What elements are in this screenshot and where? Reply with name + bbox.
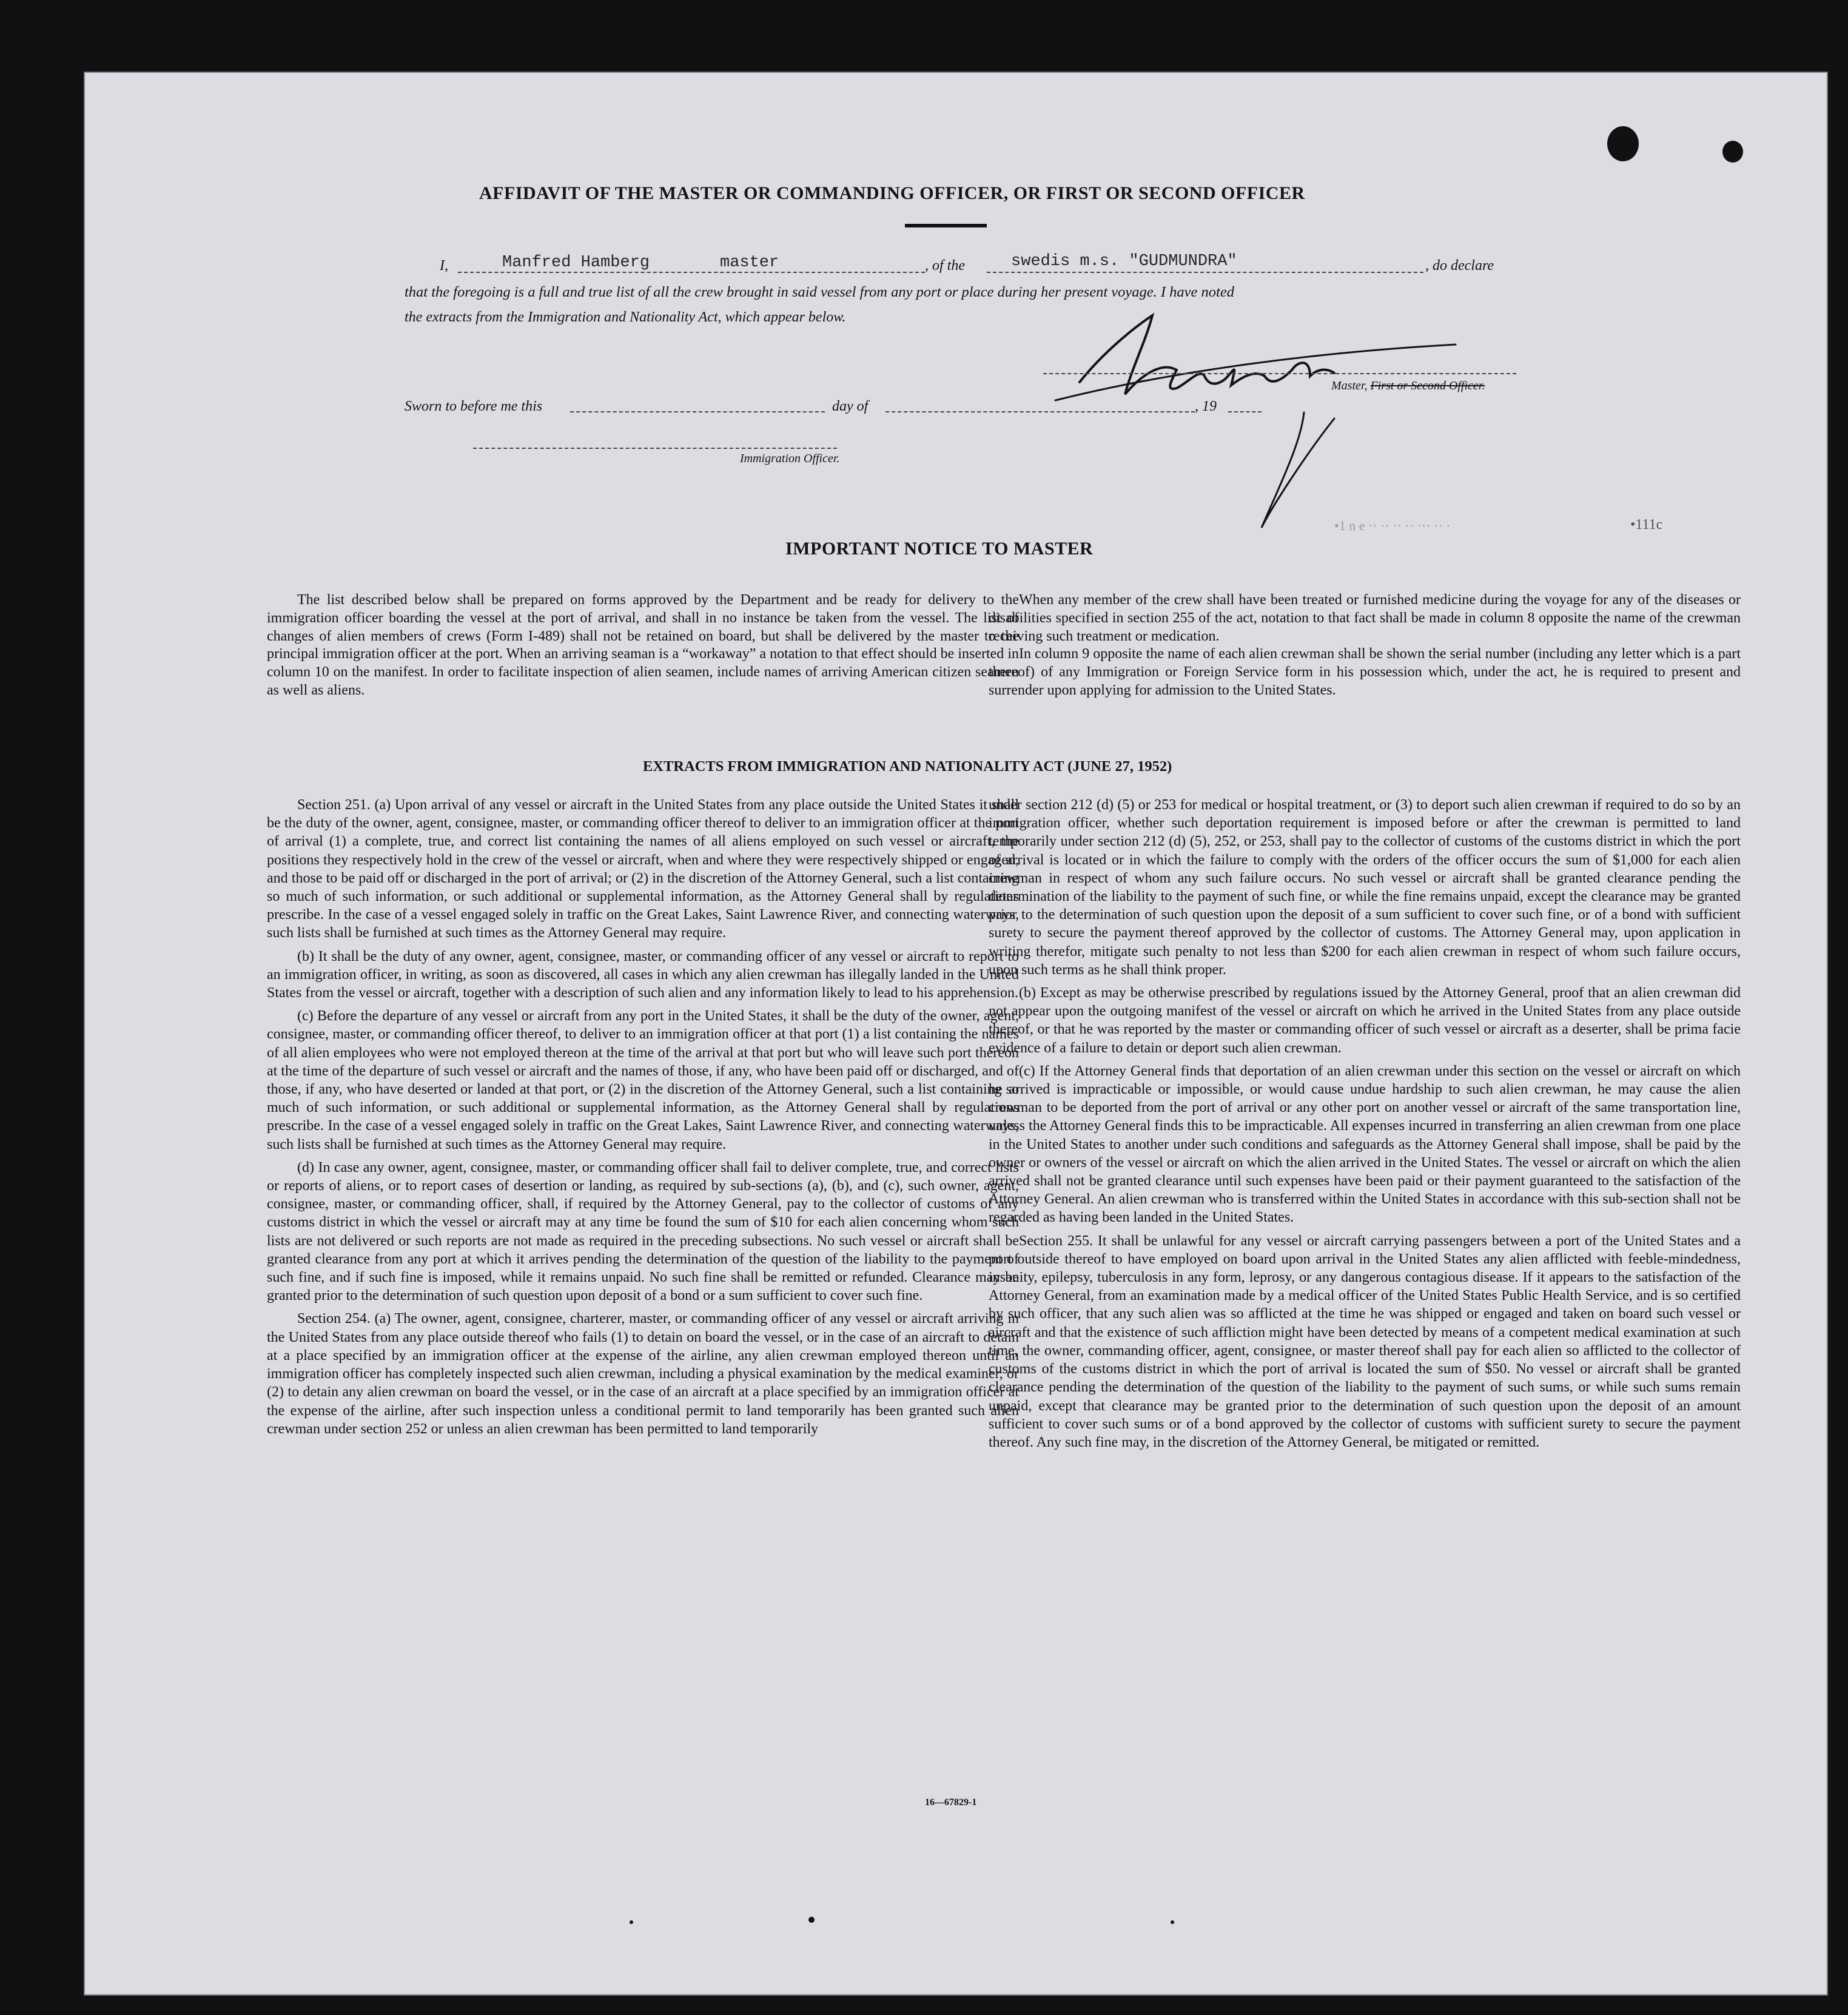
signature-line [1043, 373, 1516, 374]
sworn-month-line [885, 411, 1195, 412]
section-251-b: (b) It shall be the duty of any owner, agent, consignee, master, or commanding officer of any vessel or aircraft to report to an immigration officer, in writing, as soon as discovered, all cases in which any alien crewman has illegally landed in the United States from the vessel or aircraft, together with a description of such alien and any information likely to lead to his apprehension. [267, 948, 1019, 1001]
section-255: Section 255. It shall be unlawful for any vessel or aircraft carrying passengers between a port of the United States and a port outside thereof to have employed on board upon arrival in the United States any alien afflicted with feeble-mindedness, insanity, epilepsy, tuberculosis in any form, leprosy, or any dangerous contagious disease. If it appears to the satisfaction of the Attorney General, from an examination made by a medical officer of the United States Public Health Service, and is so certified by such officer, that any such alien was so afflicted at the time he was shipped or engaged and taken on board such vessel or aircraft and that the existence of such affliction might have been detected by means of a competent medical examination at such time, the owner, commanding officer, agent, consignee, or master thereof shall pay for each alien so afflicted to the collector of customs of the customs district in which the port of arrival is located the sum of $50. No vessel or aircraft shall be granted clearance pending the determination of the question of the liability to the payment of such sums, or while such sums remain unpaid, except that clearance may be granted prior to the determination of such question upon the deposit of an amount sufficient to cover such sums or of a bond approved by the collector of customs with sufficient surety to secure the payment thereof. Any such fine may, in the discretion of the Attorney General, be mitigated or remitted. [989, 1233, 1741, 1450]
extracts-title: EXTRACTS FROM IMMIGRATION AND NATIONALITY ACT (JUNE 27, 1952) [643, 758, 1172, 775]
officer-line [473, 448, 837, 449]
extracts-left-column [267, 796, 1019, 1438]
affidavit-title: AFFIDAVIT OF THE MASTER OR COMMANDING OFFICER, OR FIRST OR SECOND OFFICER [479, 183, 1305, 203]
notice-right-column [989, 591, 1741, 700]
form-number: 16—67829-1 [925, 1797, 977, 1808]
notice-left-paragraph: The list described below shall be prepared on forms approved by the Department and be ready for delivery to the immigration officer boarding the vessel at the port of arrival, and shall in no instance be taken from the vessel. The list of changes of alien members of crews (Form I-489) shall not be retained on board, but shall be delivered by the master to the principal immigration officer at the port. When an arriving seaman is a “workaway” a notation to that effect should be inserted in column 10 on the manifest. In order to facilitate inspection of alien seamen, include names of arriving American citizen seamen as well as aliens. [267, 592, 1019, 698]
ink-spot [1722, 141, 1743, 163]
of-the-label: , of the [925, 258, 965, 274]
vessel-line [987, 272, 1423, 273]
section-251-a: Section 251. (a) Upon arrival of any vessel or aircraft in the United States from any place outside the United States it shall be the duty of the owner, agent, consignee, master, or commanding officer thereof to deliver to an immigration officer at the port of arrival (1) a complete, true, and correct list containing the names of all aliens employed on such vessel or aircraft, the positions they respectively hold in the crew of the vessel or aircraft, when and where they were respectively shipped or engaged, and those to be paid off or discharged in the port of arrival; or (2) in the discretion of the Attorney General, such a list containing so much of such information, or such additional or supplemental information, as the Attorney General shall by regulations prescribe. In the case of a vessel engaged solely in traffic on the Great Lakes, Saint Lawrence River, and connecting waterways, such lists shall be furnished at such times as the Attorney General may require. [267, 797, 1019, 941]
signature-caption-struck: First or Second Officer. [1370, 379, 1485, 392]
master-name-field: Manfred Hamberg [502, 254, 650, 272]
vessel-field: swedis m.s. "GUDMUNDRA" [1011, 252, 1237, 271]
notice-left-column [267, 591, 1019, 700]
section-254-a: Section 254. (a) The owner, agent, consignee, charterer, master, or commanding officer of any vessel or aircraft arriving in the United States from any place outside thereof who fails (1) to detain on board the vessel, or in the case of an aircraft to detain at a place specified by an immigration officer at the expense of the airline, any alien crewman employed thereon until an immigration officer has completely inspected such alien crewman, including a physical examination by the medical examiner, or (2) to detain any alien crewman on board the vessel, or in the case of an aircraft at a place specified by an immigration officer at the expense of the airline, after such inspection unless a conditional permit to land temporarily has been granted such alien crewman under section 252 or unless an alien crewman has been permitted to land temporarily [267, 1311, 1019, 1437]
document-page [84, 72, 1828, 1996]
right-stamp: •111c [1630, 517, 1663, 533]
rank-field: master [720, 254, 779, 272]
master-signature [995, 303, 1504, 546]
section-254-b: (b) Except as may be otherwise prescribed by regulations issued by the Attorney General, proof that an alien crewman did not appear upon the outgoing manifest of the vessel or aircraft on which he arrived in the United States from any place outside thereof, or that he was reported by the master or commanding officer of such vessel or aircraft as a deserter, shall be prima facie evidence of a failure to detain or deport such alien crewman. [989, 985, 1741, 1056]
do-declare-label: , do declare [1425, 258, 1494, 274]
year-label: , 19 [1195, 399, 1217, 414]
title-rule [905, 224, 987, 227]
year-line [1228, 411, 1262, 412]
sworn-label: Sworn to before me this [405, 399, 543, 414]
day-of-label: day of [832, 399, 869, 414]
bottom-speck [630, 1920, 633, 1924]
officer-caption: Immigration Officer. [740, 452, 840, 465]
section-251-d: (d) In case any owner, agent, consignee, master, or commanding officer shall fail to deliver complete, true, and correct lists or reports of aliens, or to report cases of desertion or landing, as required by sub-sections (a), (b), and (c), such owner, agent, consignee, master, or commanding officer, shall, if required by the Attorney General, pay to the collector of customs of any customs district in which the vessel or aircraft may at any time be found the sum of $10 for each alien concerning whom such lists are not delivered or such reports are not made as required in the preceding subsections. No such vessel or aircraft shall be granted clearance from any port at which it arrives pending the determination of the question of the liability to the payment of such fine, and if such fine is imposed, while it remains unpaid. No such fine shall be remitted or refunded. Clearance may be granted prior to the determination of such question upon deposit of a bond or a sum sufficient to cover such fine. [267, 1159, 1019, 1304]
extracts-right-column [989, 796, 1741, 1452]
section-251-c: (c) Before the departure of any vessel or aircraft from any port in the United States, it shall be the duty of the owner, agent, consignee, master, or commanding officer thereof, to deliver to an immigration officer at that port (1) a list containing the names of all alien employees who were not employed thereon at the time of the arrival at that port but who will leave such port thereon at the time of the departure of such vessel or aircraft and the names of those, if any, who have been paid off or discharged, and of those, if any, who have deserted or landed at that port, or (2) in the discretion of the Attorney General, such a list containing so much of such information, or such additional or supplemental information, as the Attorney General shall by regulations prescribe. In the case of a vessel engaged solely in traffic on the Great Lakes, Saint Lawrence River, and connecting waterways, such lists shall be furnished at such times as the Attorney General may require. [267, 1008, 1019, 1152]
statement-line-1: that the foregoing is a full and true list of all the crew brought in said vessel from any port or place during her present voyage. I have noted [405, 284, 1234, 300]
bottom-speck [1171, 1920, 1174, 1924]
notice-right-paragraph: When any member of the crew shall have been treated or furnished medicine during the voyage for any of the diseases or disabilities specified in section 255 of the act, notation to that fact shall be made in column 8 opposite the name of the crewman receiving such treatment or medication. [989, 592, 1741, 644]
notice-right-paragraph: In column 9 opposite the name of each alien crewman shall be shown the serial number (including any letter which is a part thereof) of any Immigration or Foreign Service form in his possession which, under the act, he is required to present and surrender upon applying for admission to the United States. [989, 646, 1741, 698]
name-line [458, 272, 925, 273]
section-254-c: (c) If the Attorney General finds that deportation of an alien crewman under this section on the vessel or aircraft on which he arrived is impracticable or impossible, or would cause undue hardship to such alien crewman, he may cause the alien crewman to be deported from the port of arrival or any other port on another vessel or aircraft of the same transportation line, unless the Attorney General finds this to be impracticable. All expenses incurred in transferring an alien crewman from one place in the United States to another under such conditions and safeguards as the Attorney General shall impose, shall be paid by the owner or owners of the vessel or aircraft on which the alien arrived in the United States. The vessel or aircraft on which the alien arrived shall not be granted clearance until such expenses have been paid or their payment guaranteed to the satisfaction of the Attorney General. An alien crewman who is transferred within the United States in accordance with this sub-section shall not be regarded as having been landed in the United States. [989, 1063, 1741, 1226]
ink-blot [1607, 126, 1639, 161]
signature-caption-master: Master, [1331, 379, 1368, 392]
sworn-day-line [570, 411, 825, 412]
bottom-speck [808, 1917, 815, 1923]
signature-caption [1331, 379, 1485, 393]
faint-mirror-text: •1 n e ·· ·· ·· ·· ··· ·· · [1334, 518, 1451, 533]
section-254-a-cont: under section 212 (d) (5) or 253 for medical or hospital treatment, or (3) to deport such alien crewman if required to do so by an immigration officer, whether such deportation requirement is imposed before or after the crewman is permitted to land temporarily under section 212 (d) (5), 252, or 253, shall pay to the collector of customs of the customs district in which the port of arrival is located or in which the failure to comply with the orders of the officer occurs the sum of $1,000 for each alien crewman in respect of whom any such failure occurs. No such vessel or aircraft shall be granted clearance pending the determination of the liability to the payment of such fine, or while the fine remains unpaid, except the clearance may be granted prior to the determination of such question upon the deposit of a sum sufficient to cover such fine, or of a bond with sufficient surety to secure the payment thereof approved by the collector of customs. The Attorney General may, upon application in writing therefor, mitigate such penalty to not less than $200 for each alien crewman in respect of whom such failure occurs, upon such terms as he shall think proper. [989, 797, 1741, 978]
statement-line-2: the extracts from the Immigration and Nationality Act, which appear below. [405, 309, 846, 325]
i-label: I, [440, 258, 448, 274]
notice-title: IMPORTANT NOTICE TO MASTER [785, 539, 1094, 559]
